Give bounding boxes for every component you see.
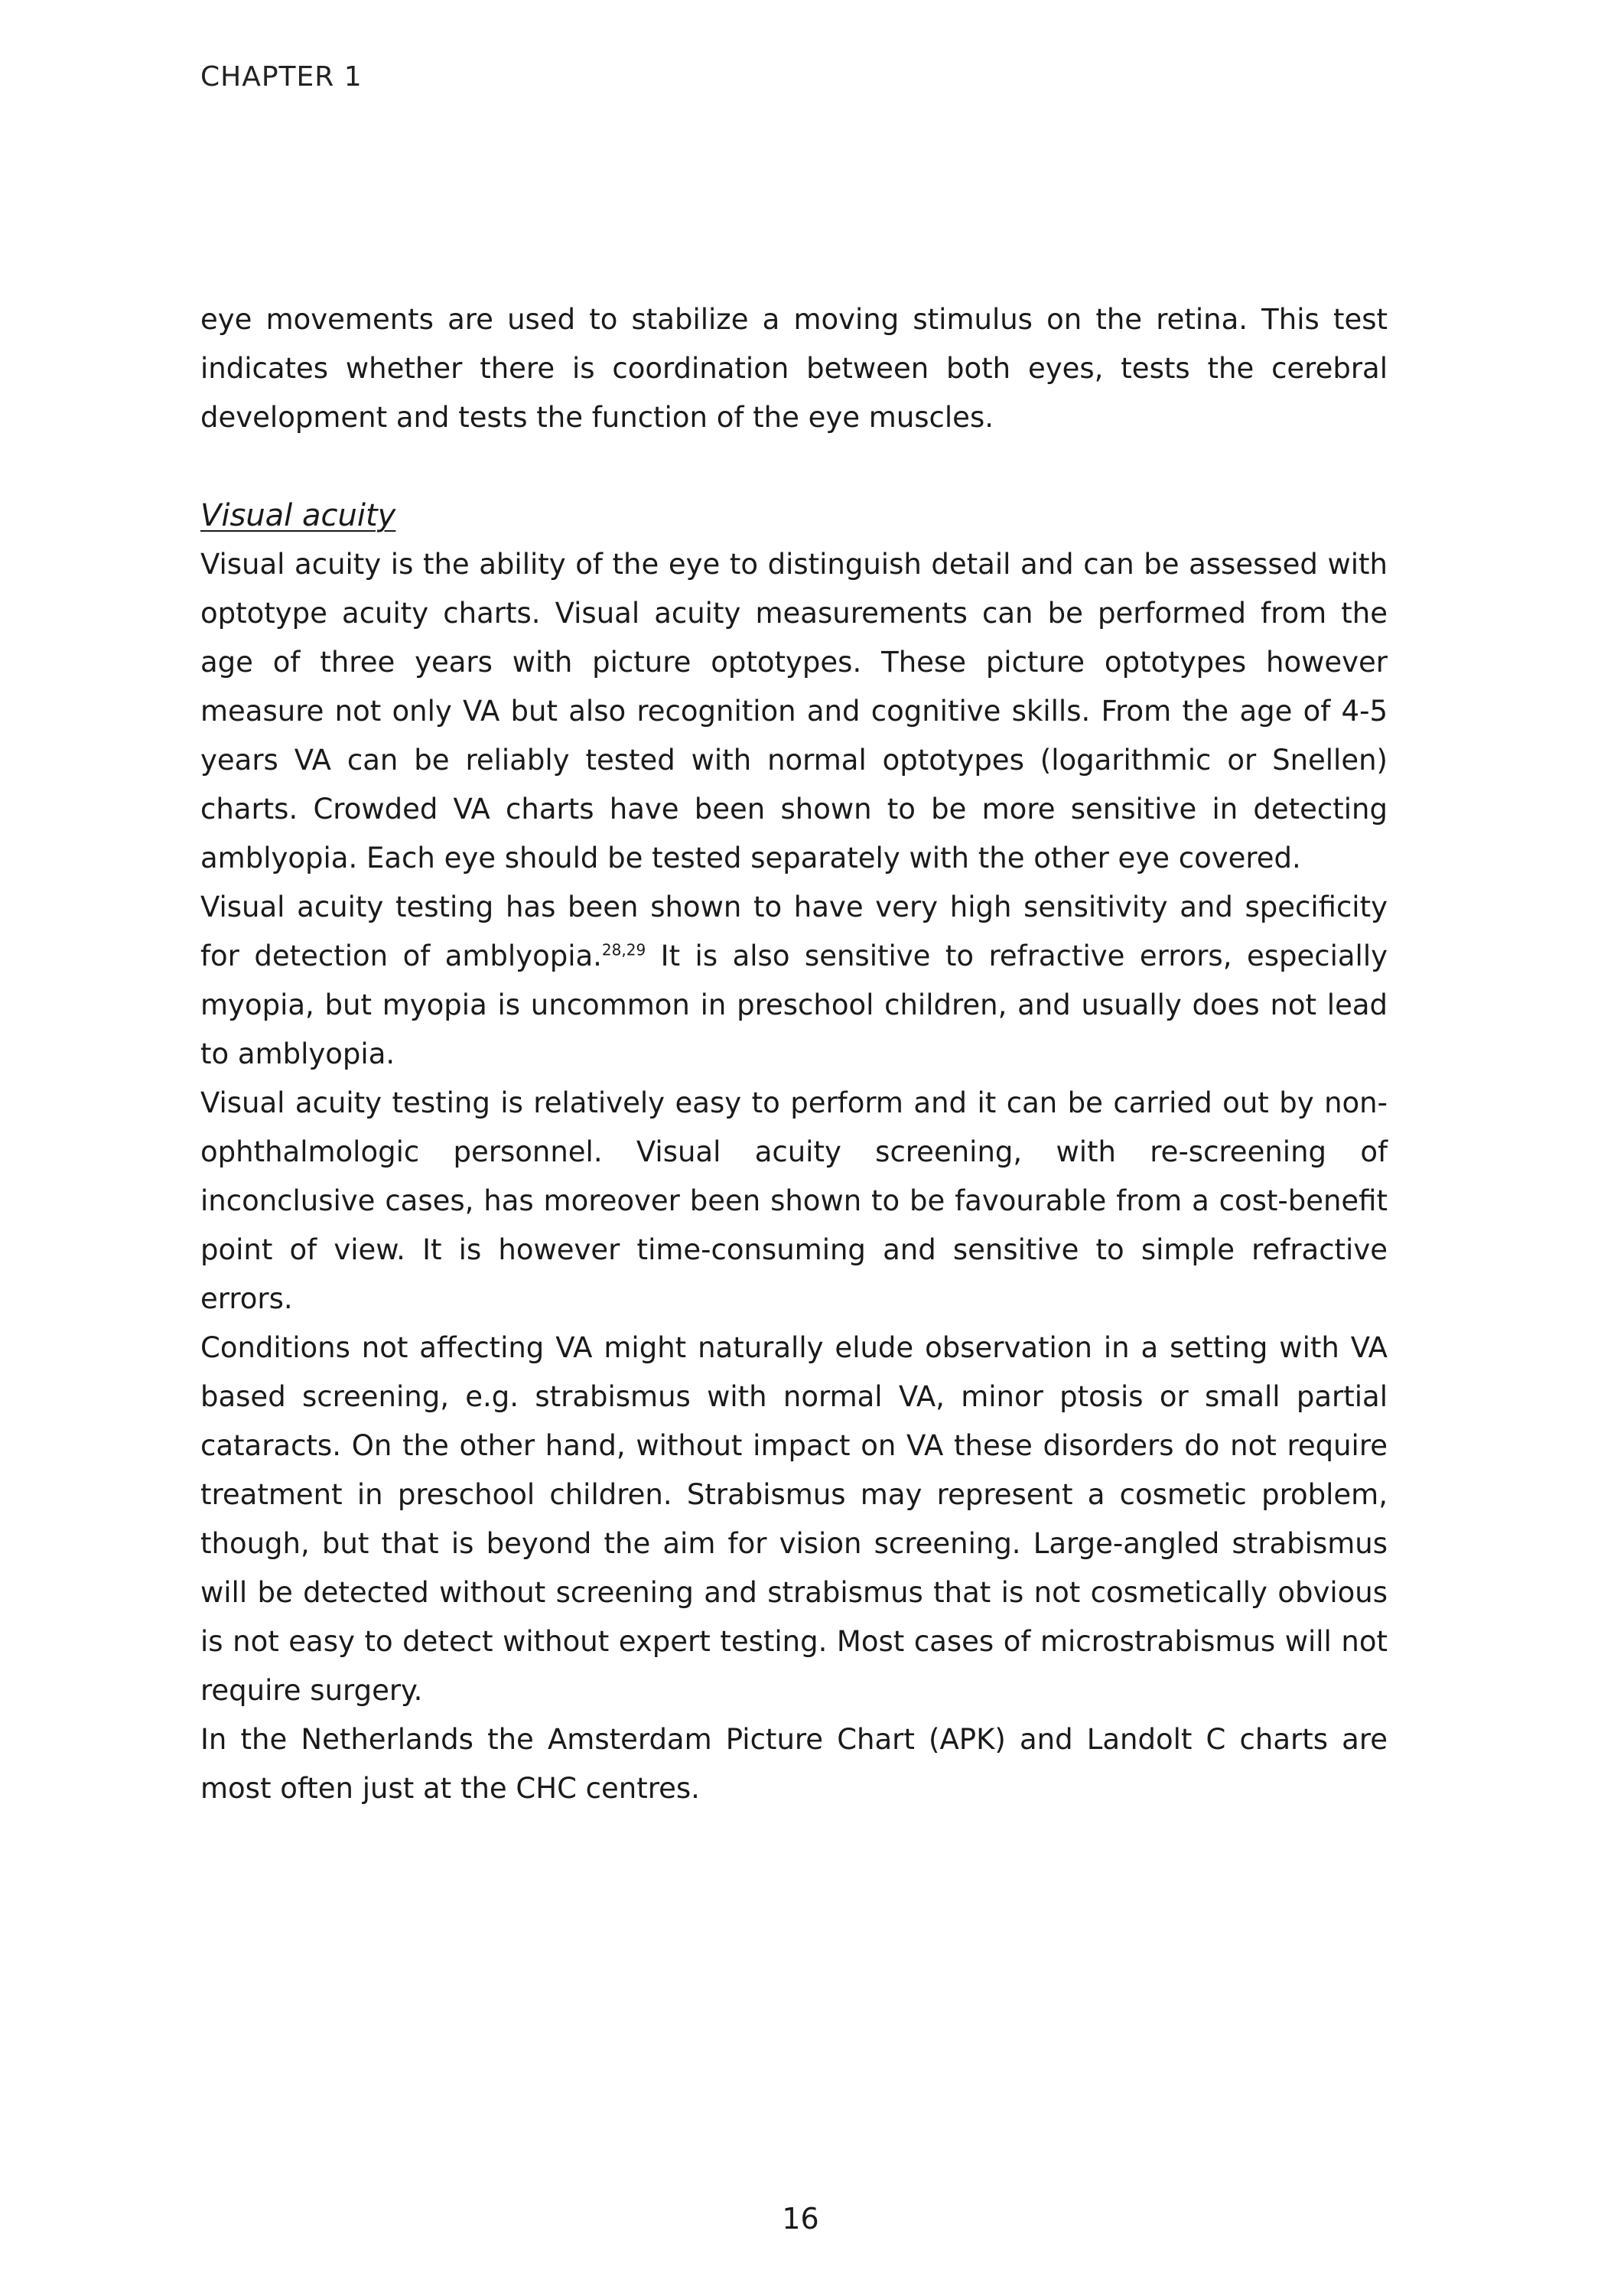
citation-superscript: 28,29 (601, 940, 646, 959)
paragraph-sensitivity (200, 883, 1388, 1079)
paragraph-visual-acuity-definition: Visual acuity is the ability of the eye to distinguish detail and can be assessed with optotype acuity charts. Visual acuity measurements can be performed from the age of three years with picture optotypes. These picture optotypes however measure not only VA but also recognition and cognitive skills. From the age of 4-5 years VA can be reliably tested with normal optotypes (logarithmic or Snellen) charts. Crowded VA charts have been shown to be more sensitive in detecting amblyopia. Each eye should be tested separately with the other eye covered. (200, 548, 1388, 874)
paragraph-netherlands: In the Netherlands the Amsterdam Picture Chart (APK) and Landolt C charts are most often just at the CHC centres. (200, 1723, 1388, 1805)
main-text-body (200, 295, 1388, 1813)
page-number: 16 (782, 2202, 819, 2236)
running-header-chapter: CHAPTER 1 (200, 61, 363, 93)
paragraph-testing-ease: Visual acuity testing is relatively easy to perform and it can be carried out by non-ophthalmologic personnel. Visual acuity screening, with re-screening of inconclusive cases, has moreover been shown to be favourable from a cost-benefit point of view. It is however time-consuming and sensitive to simple refractive errors. (200, 1086, 1388, 1315)
paragraph-conditions: Conditions not affecting VA might naturally elude observation in a setting with VA based screening, e.g. strabismus with normal VA, minor ptosis or small partial cataracts. On the other hand, without impact on VA these disorders do not require treatment in preschool children. Strabismus may represent a cosmetic problem, though, but that is beyond the aim for vision screening. Large-angled strabismus will be detected without screening and strabismus that is not cosmetically obvious is not easy to detect without expert testing. Most cases of microstrabismus will not require surgery. (200, 1331, 1388, 1707)
paragraph-sensitivity-text-end: It is also sensitive to refractive errors, especially myopia, but myopia is uncommon in preschool children, and usually does not lead to amblyopia. (200, 940, 1388, 1070)
section-heading-visual-acuity: Visual acuity (200, 498, 396, 533)
intro-paragraph: eye movements are used to stabilize a moving stimulus on the retina. This test indicates whether there is coordination between both eyes, tests the cerebral development and tests the function of the eye muscles. (200, 303, 1388, 434)
paragraph-sensitivity-text-start: Visual acuity testing has been shown to have very high sensitivity and specificity for detection of amblyopia. (200, 891, 1388, 972)
